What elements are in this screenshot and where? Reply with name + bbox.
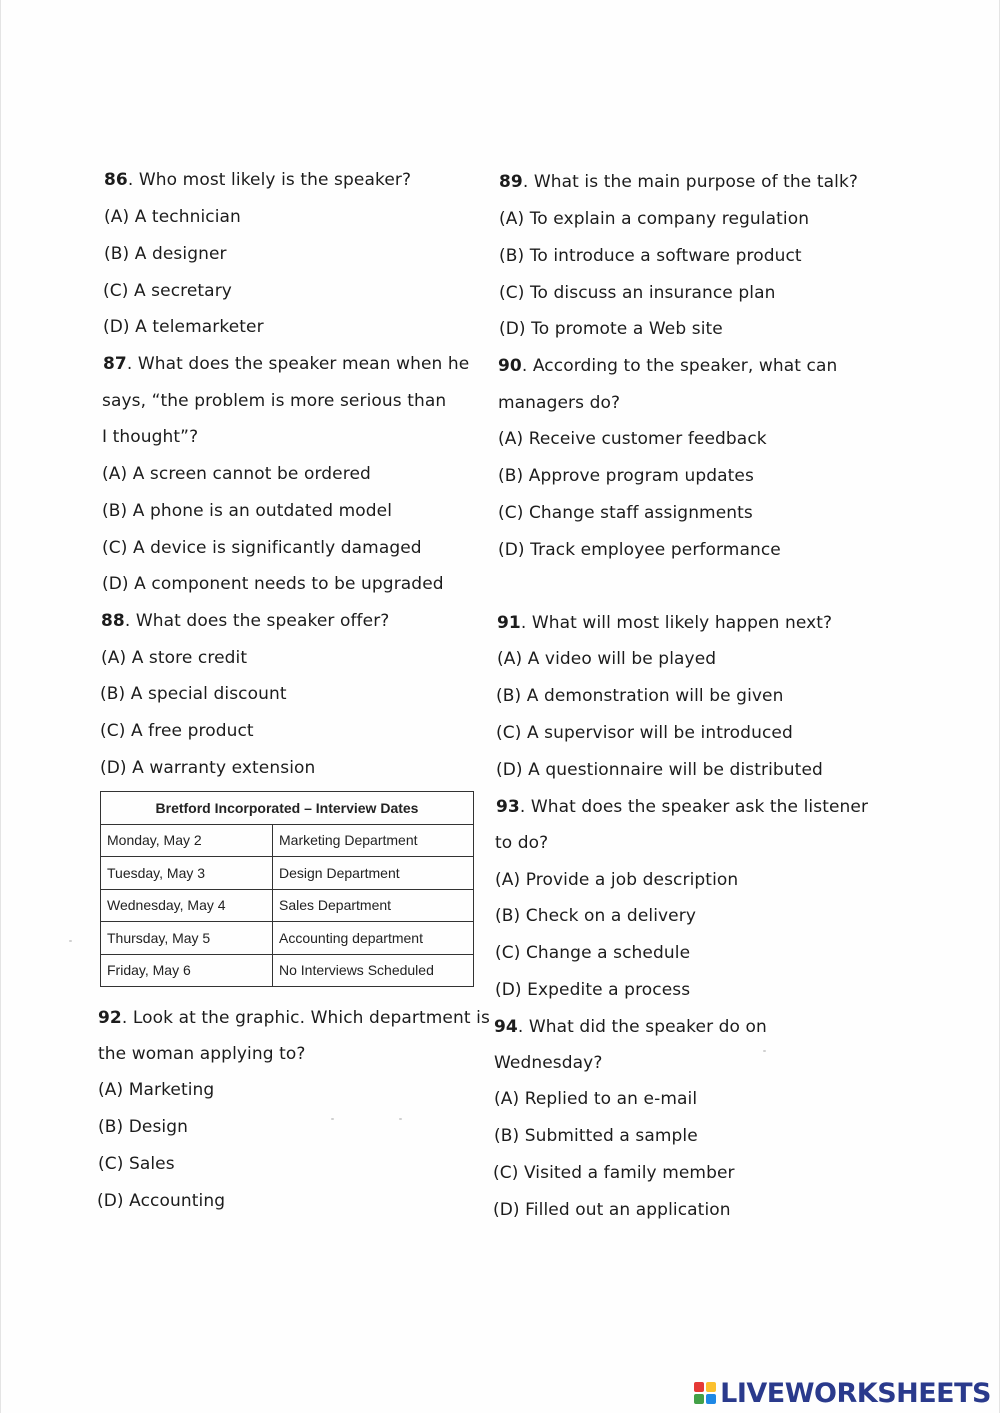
option-86-b[interactable]: (B) A designer: [104, 244, 227, 264]
table-cell-department: Design Department: [273, 857, 474, 890]
option-90-d[interactable]: (D) Track employee performance: [498, 540, 781, 560]
option-90-a[interactable]: (A) Receive customer feedback: [498, 429, 767, 449]
question-92: [98, 1007, 490, 1029]
question-94: [494, 1016, 767, 1038]
option-86-d[interactable]: (D) A telemarketer: [103, 317, 264, 337]
table-title: Bretford Incorporated – Interview Dates: [101, 792, 474, 825]
logo-square-icon: [706, 1394, 716, 1404]
option-89-b[interactable]: (B) To introduce a software product: [499, 246, 802, 266]
table-row: [101, 824, 474, 857]
question-number: 90: [498, 356, 522, 376]
table-cell-day: Tuesday, May 3: [101, 857, 273, 890]
question-text: . What does the speaker ask the listener: [519, 797, 869, 817]
option-89-c[interactable]: (C) To discuss an insurance plan: [499, 283, 776, 303]
question-text: . What is the main purpose of the talk?: [522, 172, 859, 192]
table-cell-department: Sales Department: [273, 889, 474, 922]
option-94-a[interactable]: (A) Replied to an e-mail: [494, 1089, 698, 1109]
question-number: 91: [497, 613, 521, 633]
logo-text: LIVEWORKSHEETS: [720, 1377, 991, 1409]
left-column: [1, 0, 491, 1300]
option-93-a[interactable]: (A) Provide a job description: [495, 870, 739, 890]
table-row: [101, 954, 474, 987]
question-text: . What did the speaker do on: [517, 1017, 767, 1037]
option-91-d[interactable]: (D) A questionnaire will be distributed: [496, 760, 823, 780]
option-92-d[interactable]: (D) Accounting: [97, 1191, 226, 1211]
question-number: 94: [494, 1017, 518, 1037]
option-94-c[interactable]: (C) Visited a family member: [493, 1163, 735, 1183]
question-86: [104, 169, 411, 191]
option-94-b[interactable]: (B) Submitted a sample: [494, 1126, 698, 1146]
option-90-b[interactable]: (B) Approve program updates: [498, 466, 754, 486]
question-89: [499, 171, 858, 193]
question-number: 89: [499, 172, 523, 192]
question-93-line-2: to do?: [495, 833, 549, 853]
option-92-b[interactable]: (B) Design: [98, 1117, 189, 1137]
option-87-b[interactable]: (B) A phone is an outdated model: [102, 501, 393, 521]
logo-square-icon: [694, 1382, 704, 1392]
table-row: [101, 889, 474, 922]
question-text: . What does the speaker offer?: [124, 611, 390, 631]
question-text: . What will most likely happen next?: [520, 613, 833, 633]
logo-square-icon: [694, 1394, 704, 1404]
table-row: [101, 857, 474, 890]
option-88-b[interactable]: (B) A special discount: [100, 684, 287, 704]
question-91: [497, 612, 832, 634]
option-93-c[interactable]: (C) Change a schedule: [495, 943, 691, 963]
question-87: [103, 353, 469, 375]
option-87-d[interactable]: (D) A component needs to be upgraded: [102, 574, 444, 594]
right-column: [491, 0, 971, 1300]
scan-speck: [331, 1118, 334, 1120]
question-number: 86: [104, 170, 128, 190]
question-text: . Look at the graphic. Which department is: [121, 1008, 490, 1028]
table-cell-department: No Interviews Scheduled: [273, 954, 474, 987]
question-87-line-2: says, “the problem is more serious than: [102, 391, 447, 411]
logo-mark-icon: [694, 1382, 716, 1404]
option-87-c[interactable]: (C) A device is significantly damaged: [102, 538, 422, 558]
option-89-a[interactable]: (A) To explain a company regulation: [499, 209, 810, 229]
option-91-b[interactable]: (B) A demonstration will be given: [496, 686, 784, 706]
question-87-line-3: I thought”?: [102, 427, 199, 447]
liveworksheets-logo: [694, 1376, 991, 1410]
option-88-c[interactable]: (C) A free product: [100, 721, 254, 741]
question-number: 93: [496, 797, 520, 817]
option-86-c[interactable]: (C) A secretary: [103, 281, 232, 301]
question-number: 87: [103, 354, 127, 374]
question-90-line-2: managers do?: [498, 393, 621, 413]
interview-dates-table: [100, 791, 474, 987]
question-number: 92: [98, 1008, 122, 1028]
table-cell-day: Wednesday, May 4: [101, 889, 273, 922]
option-91-a[interactable]: (A) A video will be played: [497, 649, 717, 669]
question-88: [101, 610, 389, 632]
option-93-b[interactable]: (B) Check on a delivery: [495, 906, 696, 926]
option-94-d[interactable]: (D) Filled out an application: [493, 1200, 731, 1220]
question-number: 88: [101, 611, 125, 631]
option-92-c[interactable]: (C) Sales: [98, 1154, 175, 1174]
question-90: [498, 355, 837, 377]
option-90-c[interactable]: (C) Change staff assignments: [498, 503, 753, 523]
option-89-d[interactable]: (D) To promote a Web site: [499, 319, 723, 339]
scan-speck: [399, 1118, 402, 1120]
logo-square-icon: [706, 1382, 716, 1392]
table-cell-department: Accounting department: [273, 922, 474, 955]
scan-speck: [69, 940, 72, 942]
table-cell-department: Marketing Department: [273, 824, 474, 857]
table-cell-day: Friday, May 6: [101, 954, 273, 987]
option-88-d[interactable]: (D) A warranty extension: [100, 758, 316, 778]
question-93: [496, 796, 868, 818]
question-text: . According to the speaker, what can: [521, 356, 838, 376]
question-92-line-2: the woman applying to?: [98, 1044, 306, 1064]
table-row: [101, 922, 474, 955]
question-text: . What does the speaker mean when he: [126, 354, 470, 374]
table-cell-day: Thursday, May 5: [101, 922, 273, 955]
scan-speck: [763, 1050, 766, 1052]
option-86-a[interactable]: (A) A technician: [104, 207, 241, 227]
option-92-a[interactable]: (A) Marketing: [98, 1080, 215, 1100]
option-88-a[interactable]: (A) A store credit: [101, 648, 248, 668]
option-93-d[interactable]: (D) Expedite a process: [495, 980, 691, 1000]
question-94-line-2: Wednesday?: [494, 1053, 603, 1073]
table-cell-day: Monday, May 2: [101, 824, 273, 857]
option-87-a[interactable]: (A) A screen cannot be ordered: [102, 464, 371, 484]
option-91-c[interactable]: (C) A supervisor will be introduced: [496, 723, 793, 743]
question-text: . Who most likely is the speaker?: [127, 170, 412, 190]
